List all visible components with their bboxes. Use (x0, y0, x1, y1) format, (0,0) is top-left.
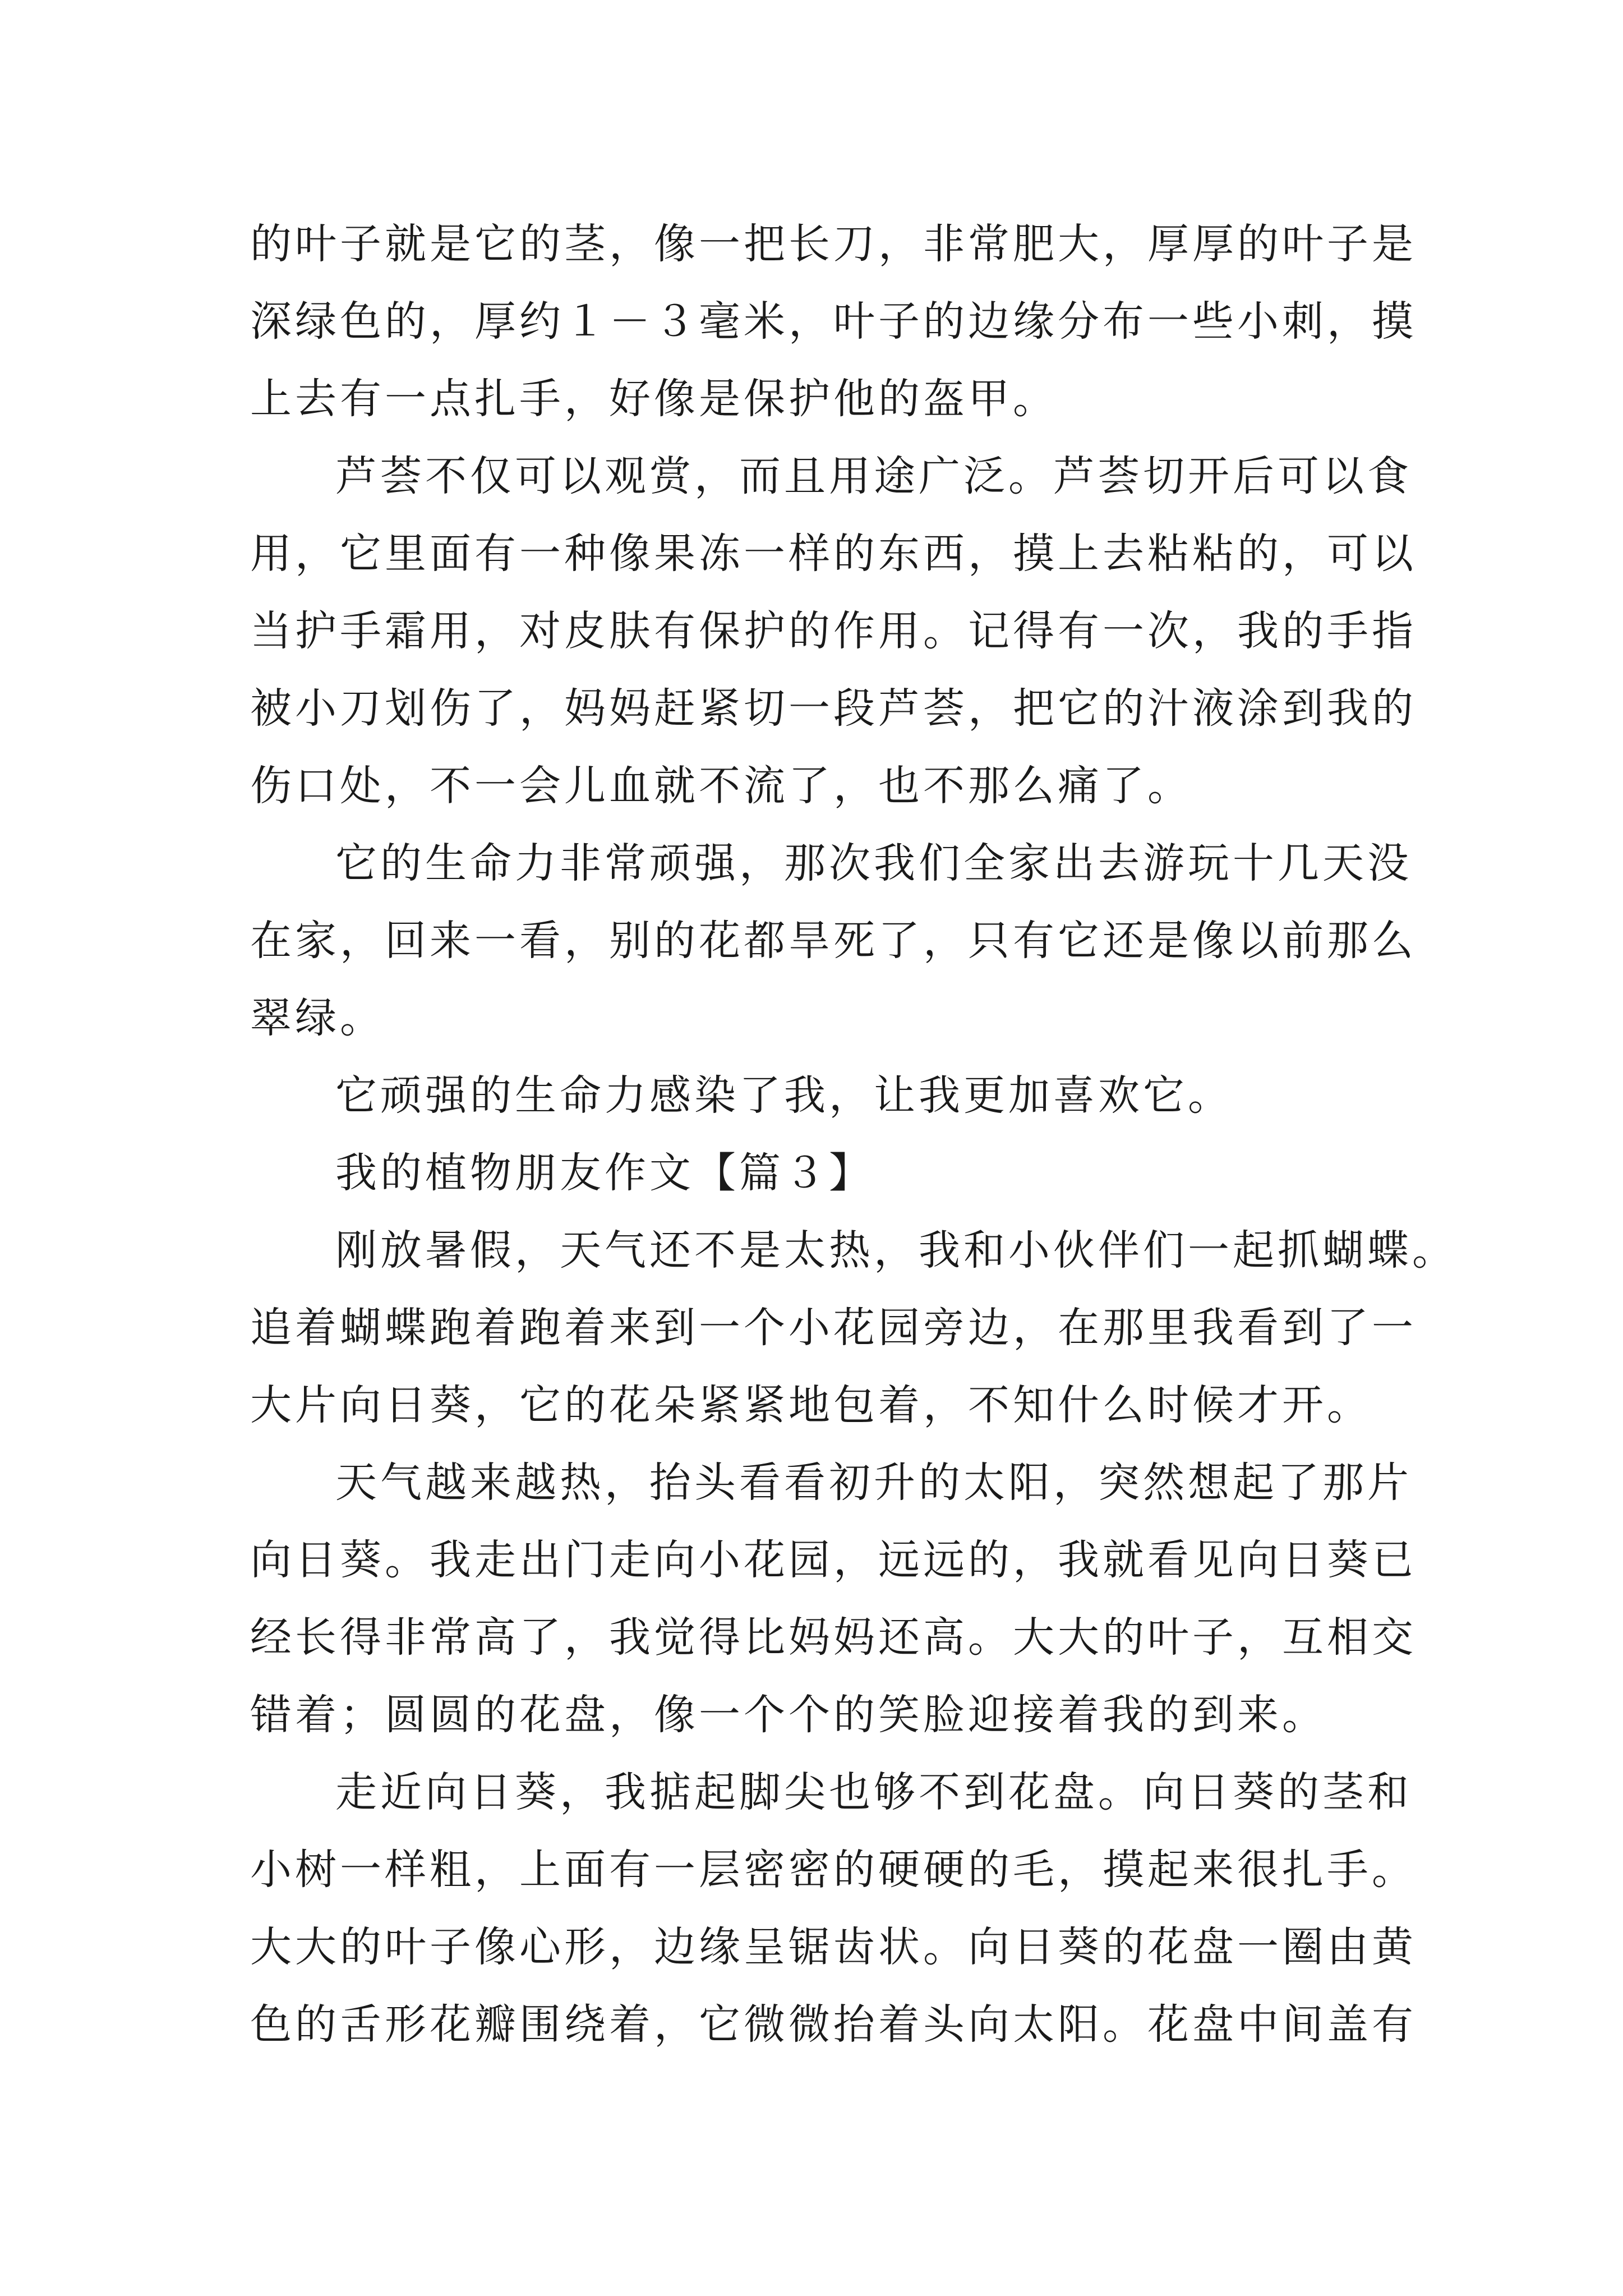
text-line: 错着；圆圆的花盘，像一个个的笑脸迎接着我的到来。 (250, 1691, 1327, 1739)
text-line: 深绿色的，厚约１－３毫米，叶子的边缘分布一些小刺，摸 (250, 297, 1417, 346)
text-line: 用，它里面有一种像果冻一样的东西，摸上去粘粘的，可以 (250, 530, 1417, 578)
text-line: 大片向日葵，它的花朵紧紧地包着，不知什么时候才开。 (250, 1381, 1372, 1429)
text-line: 向日葵。我走出门走向小花园，远远的，我就看见向日葵已 (250, 1536, 1417, 1584)
section-heading: 我的植物朋友作文【篇３】 (335, 1149, 874, 1197)
document-body (250, 205, 1457, 2063)
text-line: 天气越来越热，抬头看看初升的太阳，突然想起了那片 (335, 1458, 1412, 1507)
text-line: 色的舌形花瓣围绕着，它微微抬着头向太阳。花盘中间盖有 (250, 2000, 1417, 2049)
text-line: 它的生命力非常顽强，那次我们全家出去游玩十几天没 (335, 839, 1412, 887)
text-line: 在家，回来一看，别的花都旱死了，只有它还是像以前那么 (250, 917, 1417, 965)
text-line: 经长得非常高了，我觉得比妈妈还高。大大的叶子，互相交 (250, 1613, 1417, 1662)
text-line: 当护手霜用，对皮肤有保护的作用。记得有一次，我的手指 (250, 607, 1417, 655)
text-line: 追着蝴蝶跑着跑着来到一个小花园旁边，在那里我看到了一 (250, 1304, 1417, 1352)
text-line: 刚放暑假，天气还不是太热，我和小伙伴们一起抓蝴蝶。 (335, 1226, 1457, 1274)
text-line: 大大的叶子像心形，边缘呈锯齿状。向日葵的花盘一圈由黄 (250, 1923, 1417, 1971)
text-line: 被小刀划伤了，妈妈赶紧切一段芦荟，把它的汁液涂到我的 (250, 684, 1417, 733)
text-line: 的叶子就是它的茎，像一把长刀，非常肥大，厚厚的叶子是 (250, 220, 1417, 268)
text-line: 走近向日葵，我掂起脚尖也够不到花盘。向日葵的茎和 (335, 1768, 1412, 1816)
text-line: 它顽强的生命力感染了我，让我更加喜欢它。 (335, 1071, 1233, 1120)
text-line: 翠绿。 (250, 994, 385, 1042)
text-line: 芦荟不仅可以观赏，而且用途广泛。芦荟切开后可以食 (335, 452, 1412, 500)
text-line: 小树一样粗，上面有一层密密的硬硬的毛，摸起来很扎手。 (250, 1846, 1417, 1894)
text-line: 上去有一点扎手，好像是保护他的盔甲。 (250, 375, 1058, 423)
text-line: 伤口处，不一会儿血就不流了，也不那么痛了。 (250, 762, 1192, 810)
